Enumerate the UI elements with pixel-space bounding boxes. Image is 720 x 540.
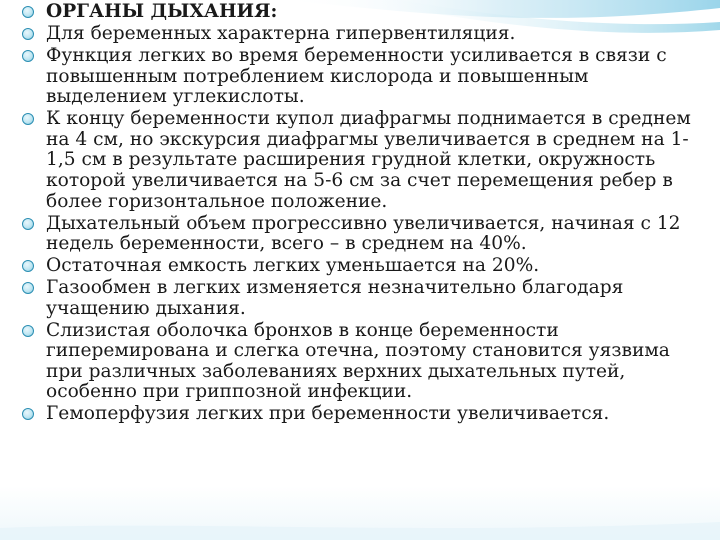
circle-bullet-icon xyxy=(22,50,34,62)
list-item-text: Дыхательный объем прогрессивно увеличивается, начиная с 12 недель беременности, всего – в среднем на 40%. xyxy=(46,212,681,255)
list-item xyxy=(8,404,708,425)
list-item-text: Газообмен в легких изменяется незначительно благодаря учащению дыхания. xyxy=(46,277,624,319)
list-item-text: Для беременных характерна гипервентиляция. xyxy=(46,22,516,44)
list-item xyxy=(8,214,708,255)
circle-bullet-icon xyxy=(22,28,34,40)
list-item xyxy=(8,109,708,212)
list-item xyxy=(8,24,708,45)
list-item-text: ОРГАНЫ ДЫХАНИЯ: xyxy=(46,1,278,22)
list-item xyxy=(8,2,708,23)
list-item-text: Функция легких во время беременности усиливается в связи с повышенным потреблением кислорода и повышенным выделением углекислоты. xyxy=(46,44,667,108)
circle-bullet-icon xyxy=(22,260,34,272)
circle-bullet-icon xyxy=(22,218,34,230)
list-item-text: К концу беременности купол диафрагмы поднимается в среднем на 4 см, но экскурсия диафрагмы увеличивается в среднем на 1-1,5 см в результате расширения грудной клетки, окружность которой увеличивается на 5-6 см за счет перемещения ребер в более горизонтальное положение. xyxy=(46,108,691,212)
list-item-text: Остаточная емкость легких уменьшается на 20%. xyxy=(46,255,540,277)
circle-bullet-icon xyxy=(22,325,34,337)
circle-bullet-icon xyxy=(22,408,34,420)
circle-bullet-icon xyxy=(22,6,34,18)
list-item-text: Гемоперфузия легких при беременности увеличивается. xyxy=(46,403,610,425)
list-item xyxy=(8,321,708,403)
list-item xyxy=(8,278,708,319)
circle-bullet-icon xyxy=(22,113,34,125)
list-item xyxy=(8,256,708,277)
list-item-text: Слизистая оболочка бронхов в конце беременности гиперемирована и слегка отечна, поэтому становится уязвима при различных заболеваниях верхних дыхательных путей, особенно при гриппозной инфекции. xyxy=(46,319,670,403)
list-item xyxy=(8,46,708,108)
circle-bullet-icon xyxy=(22,282,34,294)
bullet-list xyxy=(8,2,708,426)
